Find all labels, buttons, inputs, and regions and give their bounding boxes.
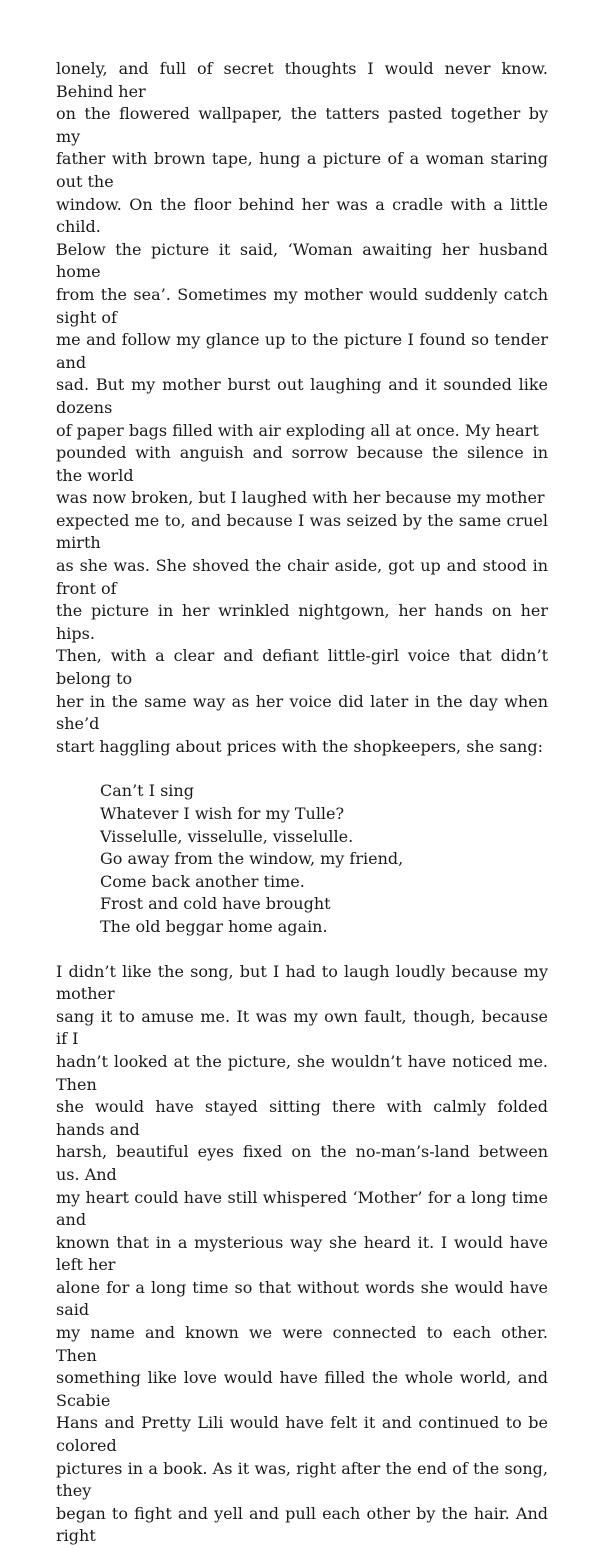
paragraph-after-song: I didn’t like the song, but I had to laugh loudly because my mother sang it to amuse me. It was my own fault, though, because if I hadn’t looked at the picture, she wouldn’t have noticed me. Then she would have stayed sitting there with calmly folded hands and harsh, beautiful eyes fixed on the no-man’s-land between us. And my heart could have still whispered ‘Mother’ for a long time and known that in a mysterious way she heard it. I would have left her alone for a long time so that without words she would have said my name and known we were connected to each other. Then something like love would have filled the whole world, and Scabie Hans and Pretty Lili would have felt it and continued to be colored pictures in a book. As it was, right after the end of the song, they began to fight and yell and pull each other by the hair. And right (56, 961, 548, 1546)
book-page (56, 58, 548, 1548)
song-verse: Can’t I sing Whatever I wish for my Tulle? Visselulle, visselulle, visselulle. Go away from the window, my friend, Come back another time. Frost and cold have brought The old beggar home again. (100, 781, 404, 936)
paragraph-opening: lonely, and full of secret thoughts I would never know. Behind her on the flowered wallpaper, the tatters pasted together by my father with brown tape, hung a picture of a woman staring out the window. On the floor behind her was a cradle with a little child. Below the picture it said, ‘Woman awaiting her husband home from the sea’. Sometimes my mother would suddenly catch sight of me and follow my glance up to the picture I found so tender and sad. But my mother burst out laughing and it sounded like dozens of paper bags filled with air exploding all at once. My heart pounded with anguish and sorrow because the silence in the world was now broken, but I laughed with her because my mother expected me to, and because I was seized by the same cruel mirth as she was. She shoved the chair aside, got up and stood in front of the picture in her wrinkled nightgown, her hands on her hips. Then, with a clear and defiant little-girl voice that didn’t belong to her in the same way as her voice did later in the day when she’d start haggling about prices with the shopkeepers, she sang: (56, 59, 548, 756)
